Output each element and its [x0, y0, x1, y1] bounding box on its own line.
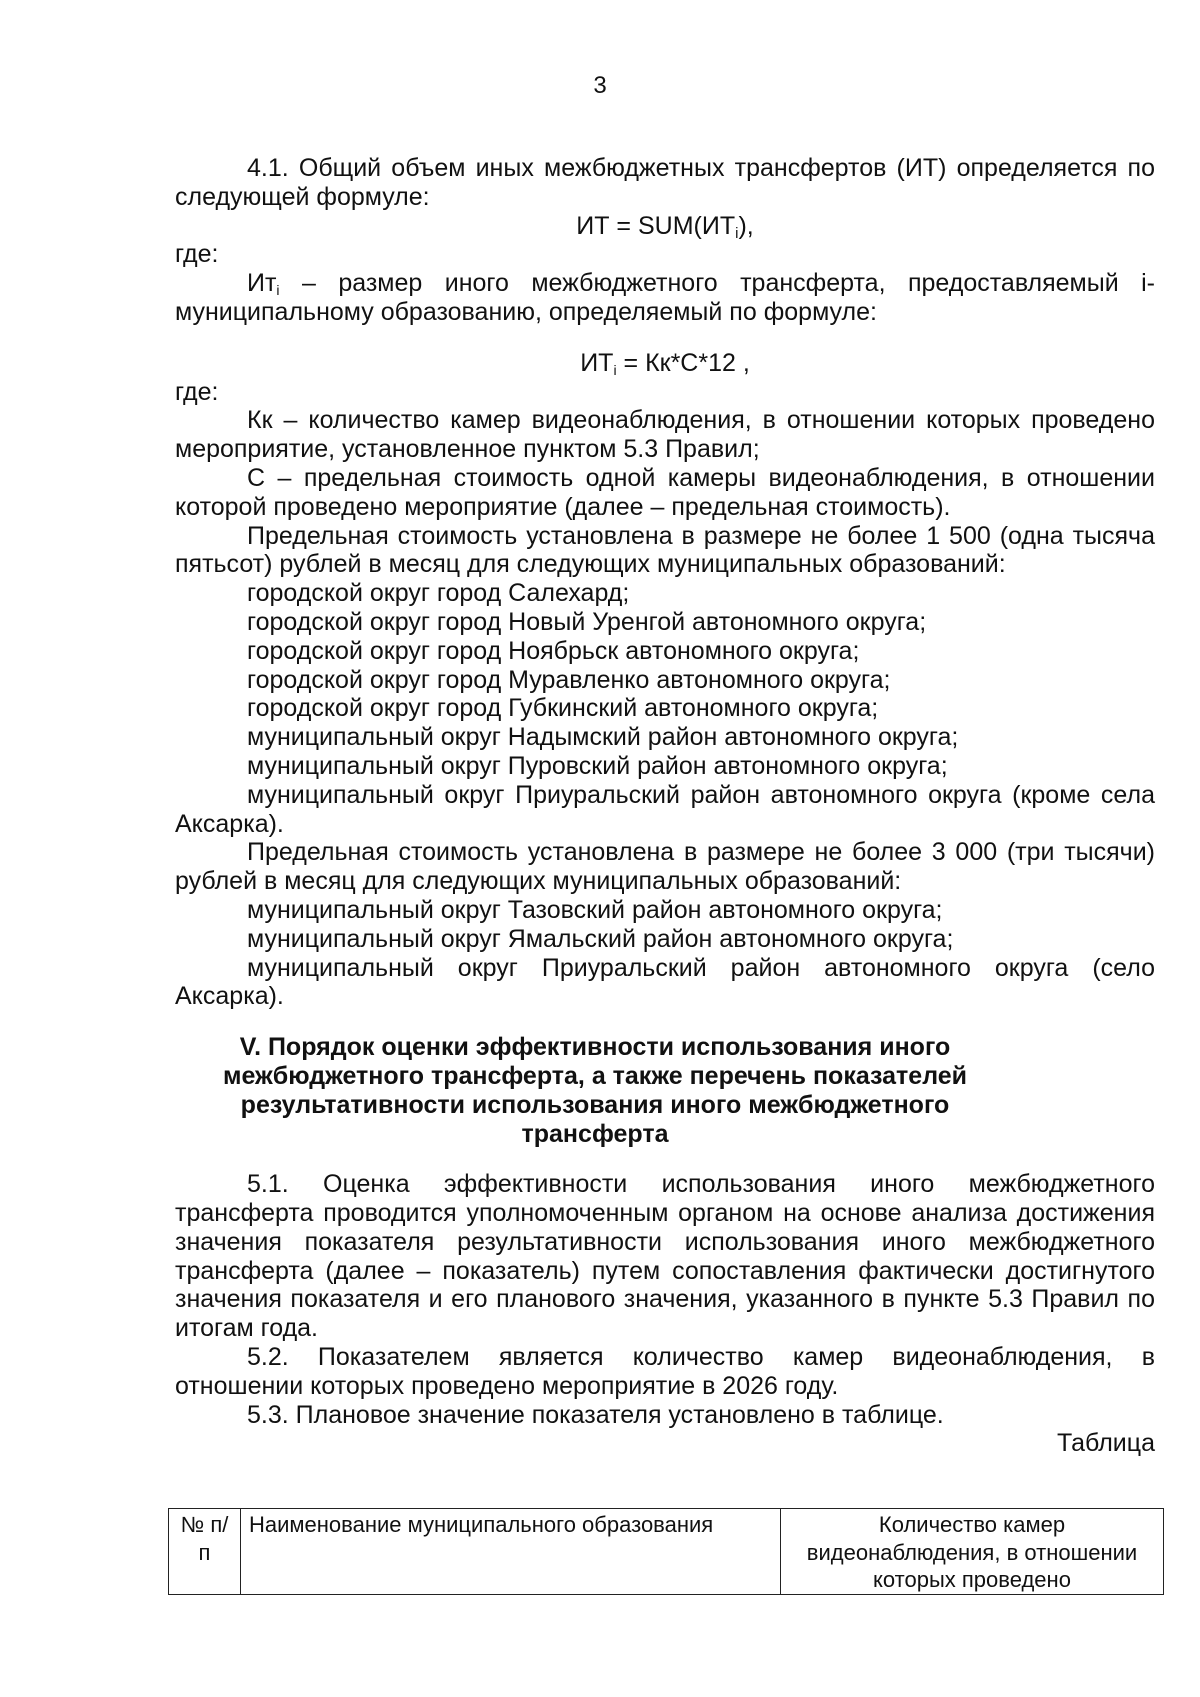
paragraph-4-1: 4.1. Общий объем иных межбюджетных трансфертов (ИТ) определяется по следующей формуле:: [175, 154, 1155, 211]
formula-total: ИТ = SUM(ИТi),: [576, 211, 754, 242]
list-item: городской округ город Муравленко автономного округа;: [247, 665, 891, 694]
list-item: городской округ город Салехард;: [247, 579, 630, 608]
definition-iti: $Ит_i$ – размер иного межбюджетного трансферта, предоставляемый i-муниципальному образованию, определяемый по формуле:: [175, 269, 1155, 326]
spacer: [175, 1011, 1155, 1033]
list-item: муниципальный округ Надымский район автономного округа;: [247, 723, 959, 752]
spacer: [175, 1148, 1155, 1170]
page-number: 3: [593, 72, 607, 99]
table-header-number: № п/п: [169, 1509, 241, 1595]
definition-kk: Кк – количество камер видеонаблюдения, в отношении которых проведено мероприятие, установленное пунктом 5.3 Правил;: [175, 406, 1155, 464]
list-item: муниципальный округ Пуровский район автономного округа;: [247, 751, 948, 780]
spacer: [175, 327, 1155, 349]
list-item: городской округ город Новый Уренгой автономного округа;: [247, 607, 927, 636]
limit-1500-paragraph: Предельная стоимость установлена в размере не более 1 500 (одна тысяча пятьсот) рублей в месяц для следующих муниципальных образований:: [175, 521, 1155, 579]
list-item: муниципальный округ Тазовский район автономного округа;: [247, 895, 943, 924]
table-header-camera-count: Количество камер видеонаблюдения, в отношении которых проведено: [781, 1509, 1164, 1595]
limit-3000-paragraph: Предельная стоимость установлена в размере не более 3 000 (три тысячи) рублей в месяц для следующих муниципальных образований:: [175, 838, 1155, 896]
where-label-2: где:: [175, 377, 219, 406]
table-header-municipality: Наименование муниципального образования: [241, 1509, 781, 1595]
table-caption: Таблица: [1056, 1429, 1155, 1458]
section-heading: V. Порядок оценки эффективности использования иного межбюджетного трансферта, а также перечень показателей результативности использования иного межбюджетного трансферта: [222, 1033, 968, 1148]
indicator-table: [168, 1508, 1164, 1595]
document-body: [175, 154, 1155, 1458]
table-header-row: [169, 1509, 1164, 1595]
where-label-1: где:: [175, 240, 219, 269]
list-item: городской округ город Ноябрьск автономного округа;: [247, 636, 860, 665]
paragraph-5-2: 5.2. Показателем является количество камер видеонаблюдения, в отношении которых проведено мероприятие в 2026 году.: [175, 1343, 1155, 1400]
definition-c: С – предельная стоимость одной камеры видеонаблюдения, в отношении которой проведено мероприятие (далее – предельная стоимость).: [175, 463, 1155, 521]
list-item: муниципальный округ Приуральский район автономного округа (село Аксарка).: [175, 953, 1155, 1011]
list-item: городской округ город Губкинский автономного округа;: [247, 694, 879, 723]
paragraph-5-1: 5.1. Оценка эффективности использования иного межбюджетного трансферта проводится уполномоченным органом на основе анализа достижения значения показателя результативности использования иного межбюджетного трансферта (далее – показатель) путем сопоставления фактически достигнутого значения показателя и его планового значения, указанного в пункте 5.3 Правил по итогам года.: [175, 1170, 1155, 1343]
list-item: муниципальный округ Приуральский район автономного округа (кроме села Аксарка).: [175, 780, 1155, 838]
formula-iti: $ИТ_i = Кк*С*12$ ,: [580, 348, 750, 378]
paragraph-5-3: 5.3. Плановое значение показателя установлено в таблице.: [247, 1400, 944, 1429]
list-item: муниципальный округ Ямальский район автономного округа;: [247, 924, 954, 953]
